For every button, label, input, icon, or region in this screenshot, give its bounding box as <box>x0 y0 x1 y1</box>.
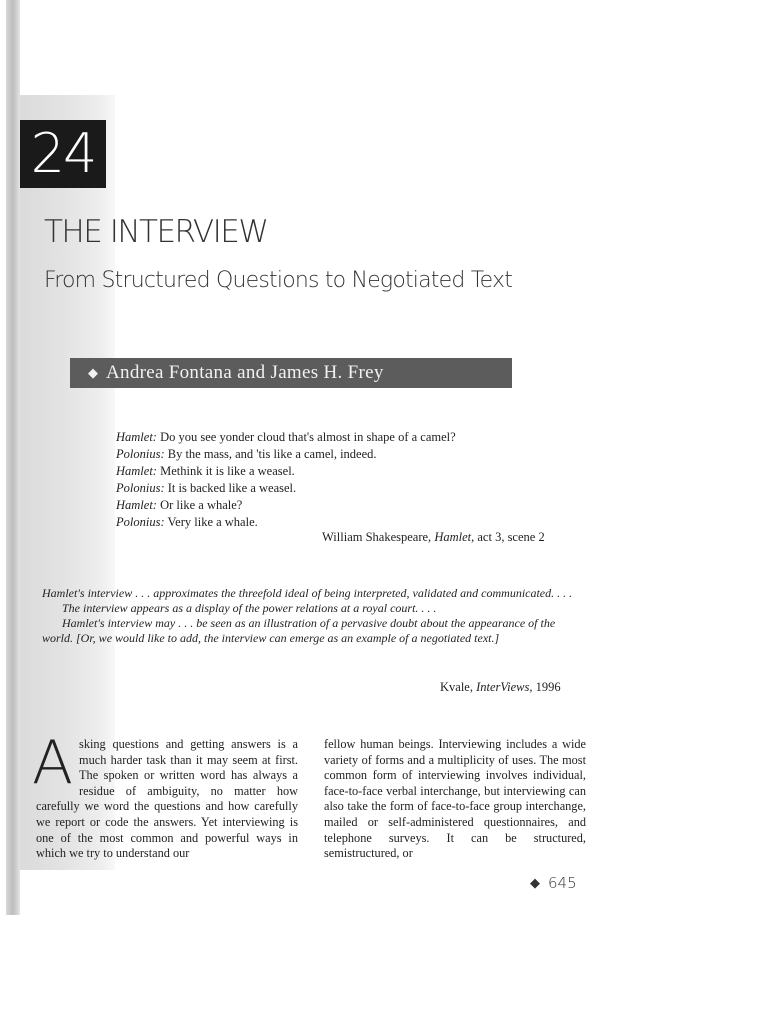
body-text-left: sking questions and getting answers is a much harder task than it may seem at first. The spoken or written word has always a residue of ambiguity, no matter how carefully we word the questions and how carefully we report or code the answers. Yet interviewing is one of the most common and powerful ways in which we try to understand our <box>36 737 298 861</box>
drop-cap: A <box>32 728 74 798</box>
dialogue-line <box>116 446 456 463</box>
author-bar <box>70 358 512 388</box>
epigraph-attribution-shakespeare <box>322 530 545 545</box>
dialogue-line <box>116 497 456 514</box>
attribution-author: William Shakespeare, <box>322 530 435 544</box>
dialogue-text: Very like a whale. <box>167 515 258 529</box>
dialogue-speaker: Polonius: <box>116 447 165 461</box>
quote-paragraph: The interview appears as a display of the power relations at a royal court. . . . <box>62 601 437 615</box>
epigraph-dialogue <box>116 429 456 531</box>
dialogue-line <box>116 480 456 497</box>
dialogue-text: By the mass, and 'tis like a camel, indeed. <box>167 447 377 461</box>
dialogue-speaker: Hamlet: <box>116 464 157 478</box>
attribution-author: Kvale, <box>440 680 477 694</box>
scan-shadow-edge <box>6 0 20 915</box>
quote-paragraph: Hamlet's interview . . . approximates the threefold ideal of being interpreted, validated and communicated. . . . <box>42 586 573 600</box>
diamond-bullet-icon: ◆ <box>88 365 98 380</box>
chapter-number: 24 <box>30 122 96 185</box>
epigraph-attribution-kvale <box>440 680 561 695</box>
author-names: Andrea Fontana and James H. Frey <box>106 362 384 383</box>
attribution-detail: 1996 <box>532 680 561 694</box>
dialogue-speaker: Polonius: <box>116 481 165 495</box>
attribution-work: Hamlet, <box>434 530 475 544</box>
dialogue-speaker: Hamlet: <box>116 498 157 512</box>
attribution-detail: act 3, scene 2 <box>474 530 545 544</box>
dialogue-text: Methink it is like a weasel. <box>160 464 295 478</box>
page-number: 645 <box>548 874 577 892</box>
attribution-work: InterViews, <box>476 680 533 694</box>
diamond-bullet-icon: ◆ <box>530 875 540 891</box>
page-footer <box>530 874 577 892</box>
dialogue-speaker: Hamlet: <box>116 430 157 444</box>
dialogue-line <box>116 514 456 531</box>
quote-paragraph: Hamlet's interview may . . . be seen as an illustration of a pervasive doubt about the appearance of the world. [Or, we would like to add, the interview can emerge as an example of a negotiated text.] <box>42 616 556 645</box>
dialogue-text: Do you see yonder cloud that's almost in shape of a camel? <box>160 430 456 444</box>
dialogue-text: It is backed like a weasel. <box>167 481 297 495</box>
epigraph-quote-kvale <box>42 586 582 646</box>
dialogue-speaker: Polonius: <box>116 515 165 529</box>
dialogue-line <box>116 429 456 446</box>
body-column-right: fellow human beings. Interviewing includes a wide variety of forms and a multiplicity of uses. The most common form of interviewing involves individual, face-to-face verbal interchange, but interviewing can also take the form of face-to-face group interchange, mailed or self-administered questionnaires, and telephone surveys. It can be structured, semistructured, or <box>324 737 586 861</box>
chapter-title: THE INTERVIEW <box>44 214 268 250</box>
chapter-number-box <box>20 120 106 188</box>
body-column-left <box>32 728 298 862</box>
dialogue-text: Or like a whale? <box>160 498 243 512</box>
chapter-subtitle: From Structured Questions to Negotiated Text <box>44 268 513 293</box>
dialogue-line <box>116 463 456 480</box>
